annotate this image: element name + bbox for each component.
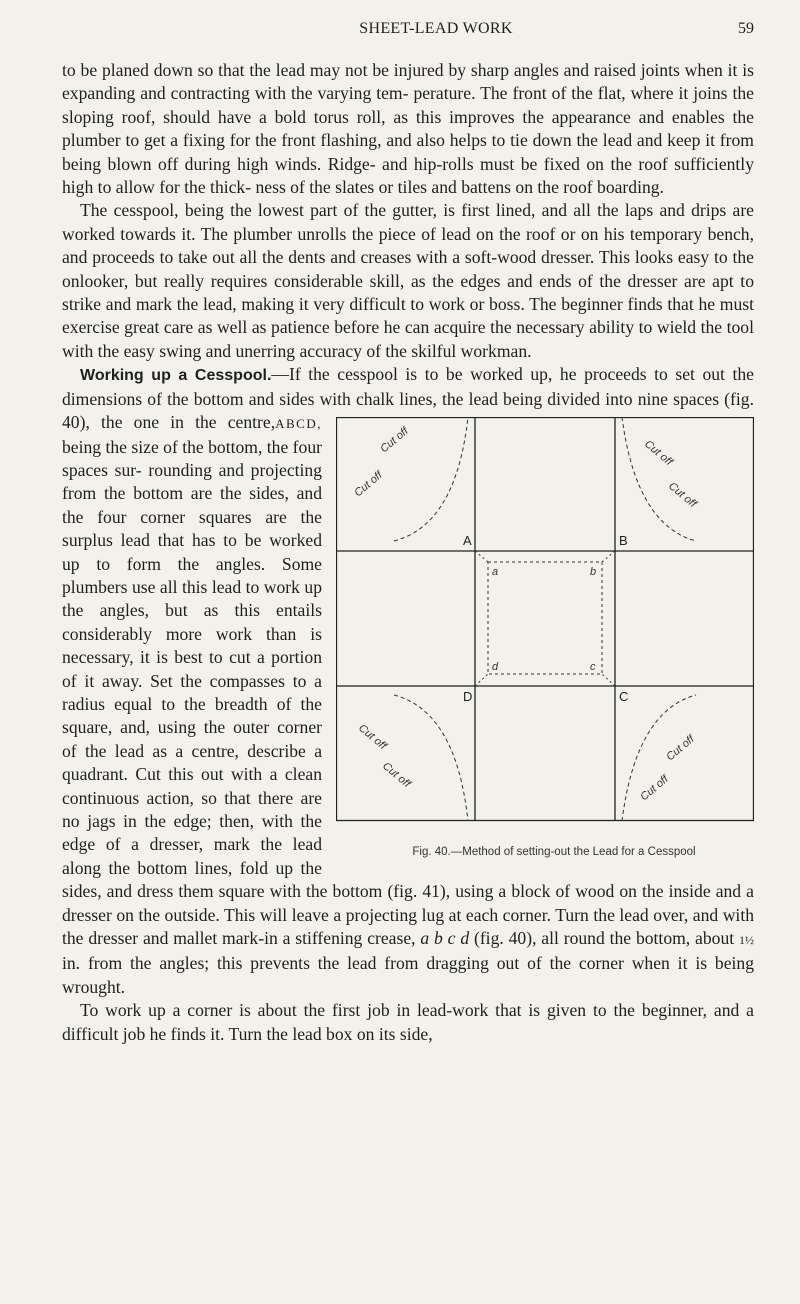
crease-diag-br (602, 674, 615, 686)
label-c: c (590, 661, 596, 674)
cut-mark-tl-1: Cut off (378, 425, 411, 456)
quadrant-arc-top-right (622, 417, 696, 541)
cut-mark-tl-2: Cut off (352, 469, 385, 500)
running-head (118, 20, 754, 50)
crease-diag-tr (602, 551, 615, 562)
diagram-frame (337, 418, 754, 821)
fraction-measure: 1½ (738, 933, 754, 948)
cut-mark-br-1: Cut off (664, 733, 697, 764)
abcd-label: ABCD, (275, 416, 322, 432)
quadrant-arc-bottom-left (394, 695, 468, 821)
label-a: a (492, 566, 499, 579)
crease-square (488, 562, 602, 674)
figure-40 (336, 417, 754, 862)
paragraph-3-text-a: —If the cesspool is to be worked up, he proceeds to set out the dimensions of the bottom and sides with chalk lines, the lead being divided into nine spaces (fig. 40), the one in the centre, (62, 364, 754, 433)
paragraph-4: To work up a corner is about the first job in lead-work that is given to the beginner, and a difficult job he finds it. Turn the lead box on its side, (62, 1000, 754, 1044)
label-A: A (463, 533, 472, 549)
page-number: 59 (738, 20, 754, 37)
cut-mark-tr-2: Cut off (666, 480, 699, 511)
cesspool-diagram (336, 417, 754, 841)
label-C: C (619, 689, 629, 705)
running-title: SHEET-LEAD WORK (359, 20, 513, 37)
paragraph-1: to be planed down so that the lead may not be injured by sharp angles and raised joints when it is expanding and contracting with the varying tem- perature. The front of the flat, where it joins the sloping roof, should have a bold torus roll, as this improves the appearance and enables the plumber to get a fixing for the front flashing, and also helps to tie down the lead and keep it from being blown off during high winds. Ridge- and hip-rolls must be fixed on the roof sufficiently high to allow for the thick- ness of the slates or tiles and battens on the roof boarding. (62, 60, 754, 198)
crease-letters: a b c d (420, 928, 470, 949)
paragraph-3-text-c: (fig. 40), all round the bottom, about (473, 928, 735, 949)
quadrant-arc-bottom-right (622, 695, 696, 821)
paragraph-3-text-b: being the size of the bottom, the four spaces sur- rounding and projecting from the bottom are the sides, and the four corner squares are the surplus lead that has to be worked up to form the angles. Some plumbers use all this lead to work up the angles, but as this entails considerably more work than is necessary, it is best to cut a portion of it away. Set the compasses to a radius equal to the breadth of the square, and, using the outer corner of the lead as a centre, describe a quadrant. Cut this out with a clean continuous action, so that there are no jags in the edge; then, with the edge of a dresser, mark the lead along the bottom lines, fold up the sides, and dress them square with the bottom (fig. 41), using a block of wood on the inside and a dresser on the outside. This will leave a projecting lug at each corner. Turn the lead over, and with the dresser and mallet mark-in a stiffening crease, (62, 436, 754, 949)
label-D: D (463, 689, 473, 705)
section-heading: Working up a Cesspool. (80, 367, 272, 385)
cut-mark-bl-1: Cut off (356, 722, 389, 753)
body-text (62, 59, 754, 1046)
cut-mark-bl-2: Cut off (380, 760, 413, 791)
crease-diag-bl (475, 674, 488, 686)
label-b: b (590, 566, 597, 579)
cut-mark-tr-1: Cut off (642, 438, 675, 469)
cut-mark-br-2: Cut off (638, 773, 671, 804)
label-B: B (619, 533, 628, 549)
paragraph-3-text-d: in. from the angles; this prevents the lead from dragging out of the corner when it is being wrought. (62, 953, 754, 997)
paragraph-2: The cesspool, being the lowest part of the gutter, is first lined, and all the laps and drips are worked towards it. The plumber unrolls the piece of lead on the roof or on his temporary bench, and proceeds to take out all the dents and creases with a soft-wood dresser. This looks easy to the onlooker, but really requires considerable skill, as the edges and ends of the dresser are apt to strike and mark the lead, making it very difficult to work or boss. The beginner finds that he must exercise great care as well as patience before he can acquire the necessary ability to wield the tool with the easy swing and unerring accuracy of the skilful workman. (62, 200, 754, 361)
figure-caption: Fig. 40.—Method of setting-out the Lead for a Cesspool (412, 846, 696, 859)
crease-diag-tl (475, 551, 488, 562)
label-d: d (492, 661, 499, 674)
paragraph-3 (62, 363, 754, 999)
